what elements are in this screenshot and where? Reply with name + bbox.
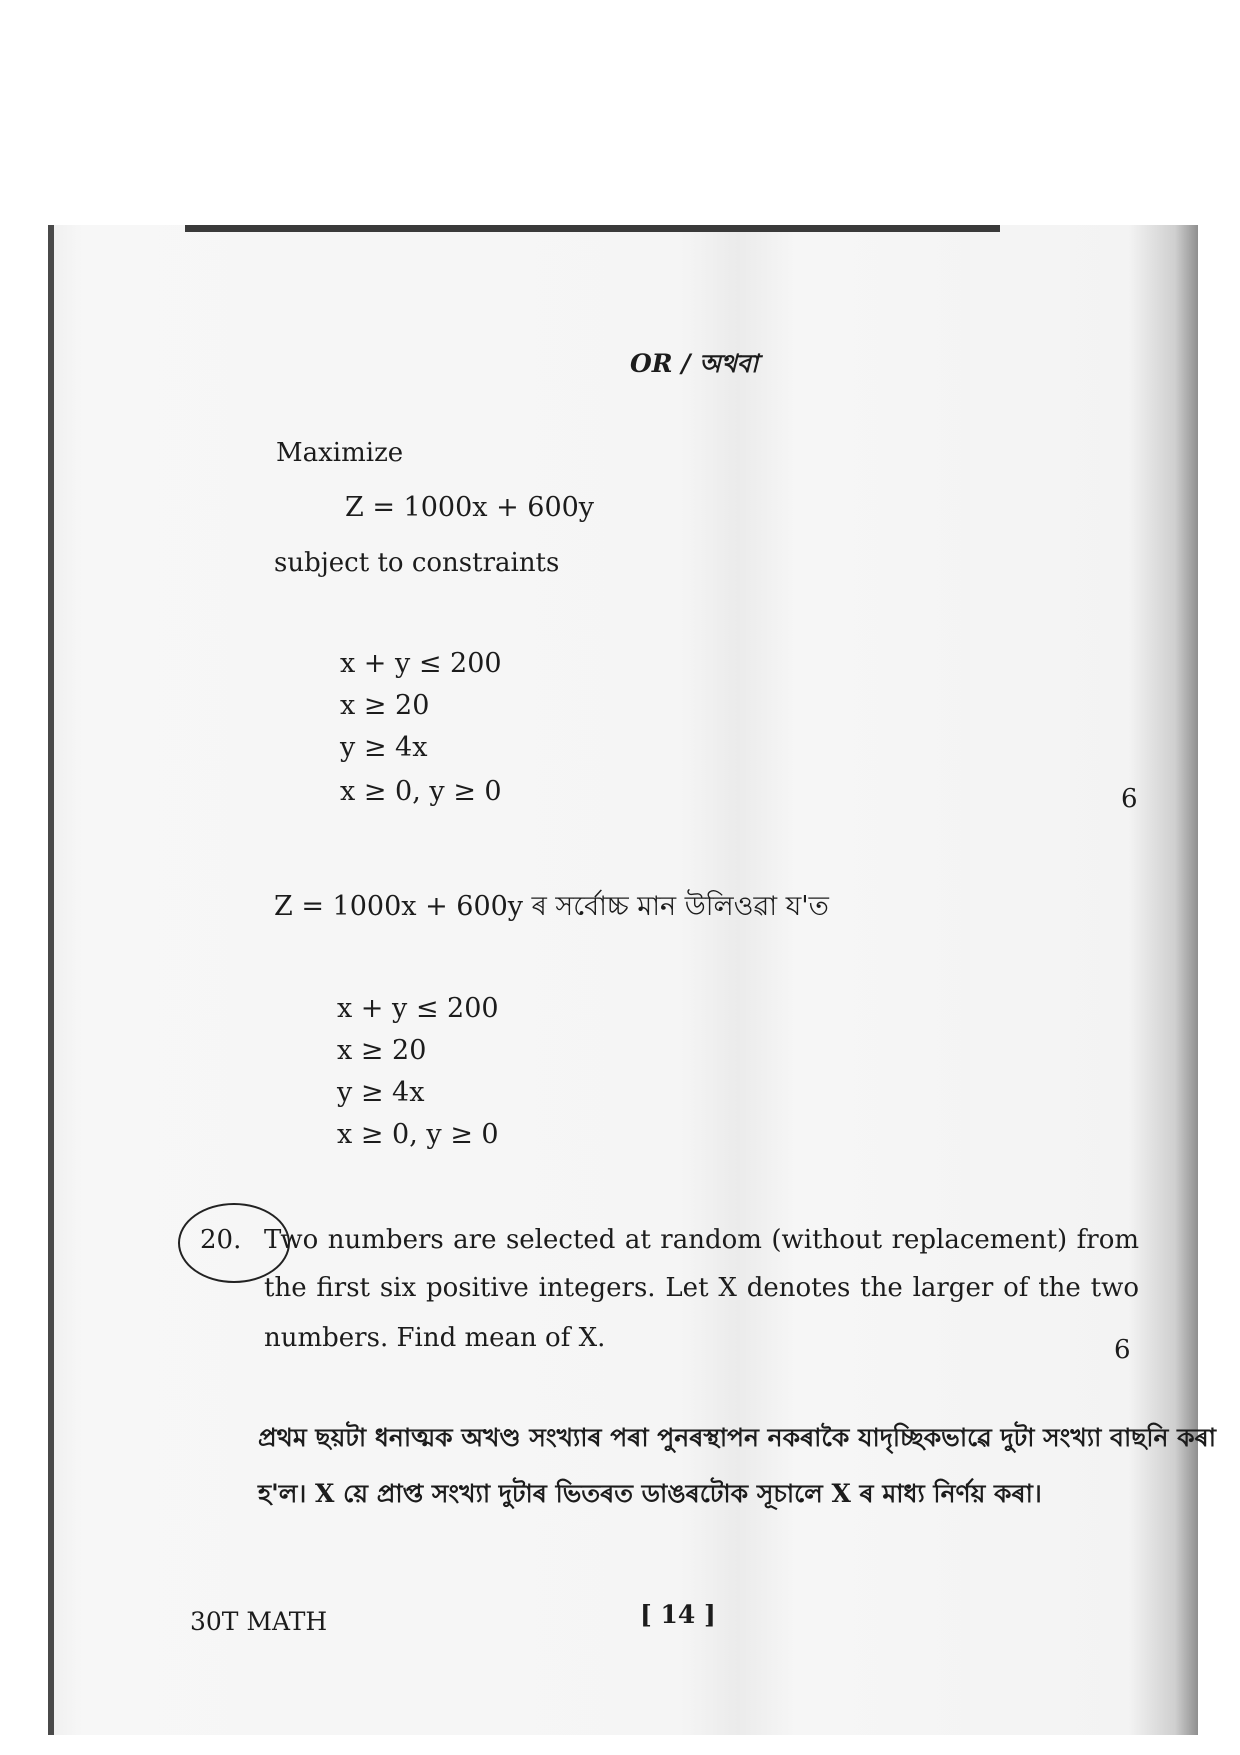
assamese-question-line-2: হ'ল। X য়ে প্ৰাপ্ত সংখ্যা দুটাৰ ভিতৰত ডাঙৰটোক সূচালে X ৰ মাধ্য নিৰ্ণয় কৰা। — [258, 1479, 1042, 1508]
assamese-question-line-1: প্ৰথম ছয়টা ধনাত্মক অখণ্ড সংখ্যাৰ পৰা পুনৰস্থাপন নকৰাকৈ যাদৃচ্ছিকভাৱে দুটা সংখ্যা বাছনি কৰা — [258, 1423, 1216, 1452]
assamese-constraint-4: x ≥ 0, y ≥ 0 — [337, 1119, 499, 1150]
question-line-2: the first six positive integers. Let X denotes the larger of the two — [264, 1273, 1139, 1303]
question-line-3: numbers. Find mean of X. — [264, 1323, 606, 1353]
subject-label: subject to constraints — [274, 548, 560, 578]
maximize-label: Maximize — [276, 438, 404, 468]
constraint-4: x ≥ 0, y ≥ 0 — [340, 776, 502, 807]
or-heading: OR / অথবা — [630, 349, 759, 378]
assamese-statement: Z = 1000x + 600y ৰ সৰ্বোচ্চ মান উলিওৱা য'ত — [274, 891, 829, 922]
problem-marks: 6 — [1121, 784, 1138, 814]
objective-function: Z = 1000x + 600y — [345, 492, 595, 523]
left-page-edge — [48, 225, 54, 1735]
constraint-3: y ≥ 4x — [340, 732, 428, 763]
question-line-1: Two numbers are selected at random (without replacement) from — [264, 1225, 1139, 1255]
assamese-constraint-1: x + y ≤ 200 — [337, 993, 499, 1024]
assamese-constraint-3: y ≥ 4x — [337, 1077, 425, 1108]
assamese-constraint-2: x ≥ 20 — [337, 1035, 427, 1066]
question-marks: 6 — [1114, 1335, 1131, 1365]
top-border-rule — [185, 225, 1000, 232]
footer-subject-code: 30T MATH — [190, 1607, 328, 1636]
constraint-2: x ≥ 20 — [340, 690, 430, 721]
question-number: 20. — [200, 1225, 242, 1255]
footer-page-number: [ 14 ] — [640, 1600, 716, 1629]
constraint-1: x + y ≤ 200 — [340, 648, 502, 679]
